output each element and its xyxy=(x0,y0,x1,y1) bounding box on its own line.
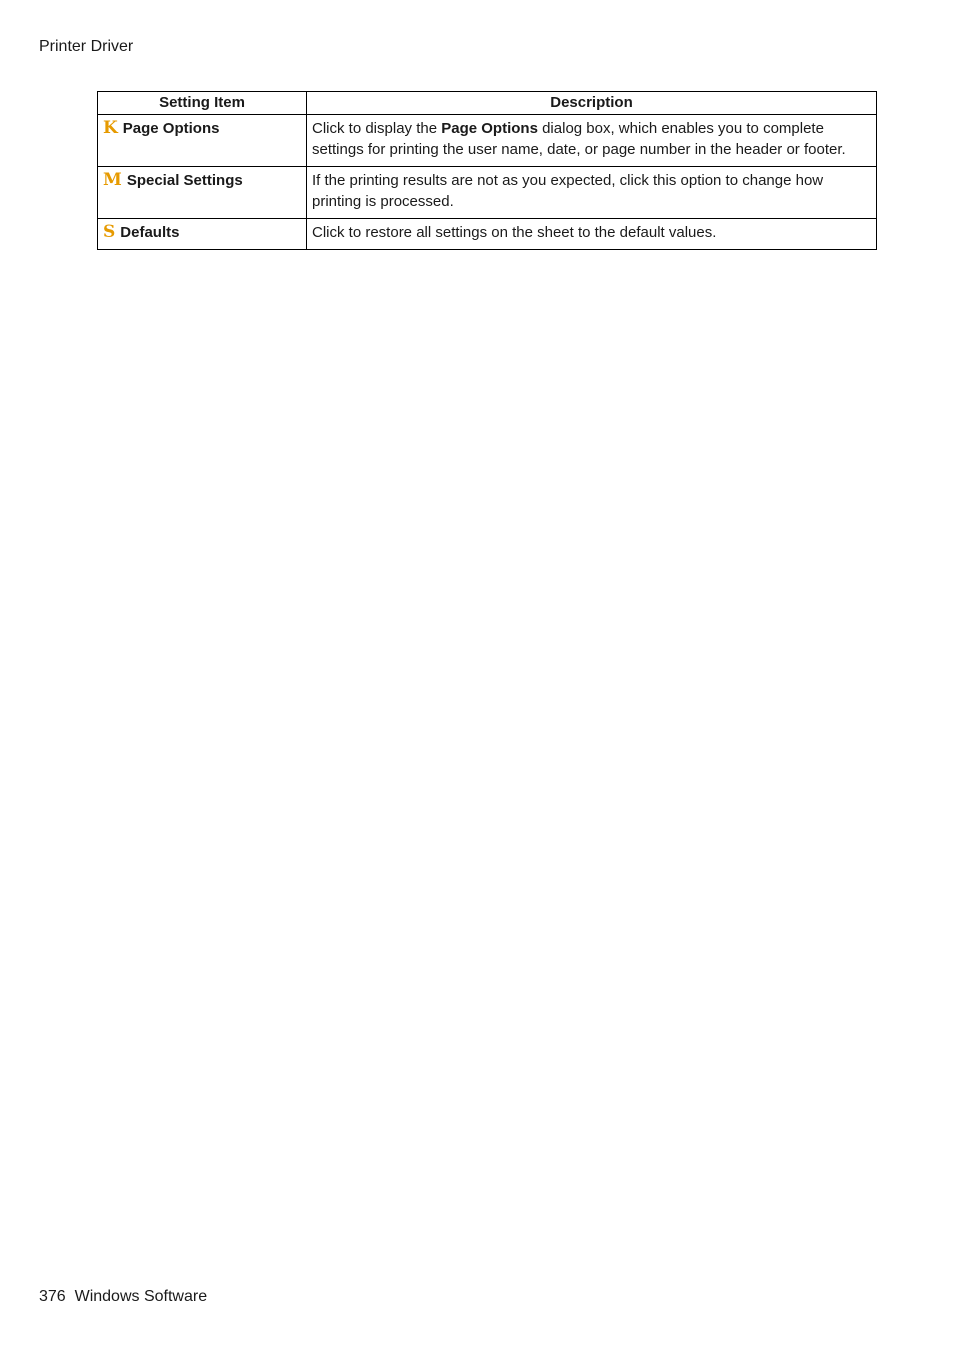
setting-item-special-settings: Special Settings xyxy=(126,172,243,189)
description-cell: If the printing results are not as you expected, click this option to change how printing is processed. xyxy=(307,167,877,219)
description-cell: Click to restore all settings on the sheet to the default values. xyxy=(307,219,877,250)
footer-section-title: Windows Software xyxy=(74,1288,208,1305)
page-number: 376 xyxy=(39,1288,66,1305)
settings-table xyxy=(97,91,877,250)
setting-item-cell xyxy=(98,219,307,250)
page-footer xyxy=(39,1287,207,1307)
setting-item-page-options: Page Options xyxy=(122,120,220,137)
table-row xyxy=(98,115,877,167)
callout-marker-m: M xyxy=(103,170,122,190)
table-row xyxy=(98,219,877,250)
setting-item-cell xyxy=(98,167,307,219)
table-row xyxy=(98,167,877,219)
setting-item-cell xyxy=(98,115,307,167)
callout-marker-k: K xyxy=(103,118,118,138)
column-header-setting-item: Setting Item xyxy=(98,92,307,115)
description-text-end: dialog box, which enables you to complete settings for printing the user name, date, or page number in the header or footer. xyxy=(312,120,846,158)
table-header-row xyxy=(98,92,877,115)
running-header: Printer Driver xyxy=(39,38,134,55)
setting-item-defaults: Defaults xyxy=(120,224,180,241)
description-emphasis: Page Options xyxy=(441,120,538,137)
description-text-start: Click to display the xyxy=(312,120,442,137)
callout-marker-s: S xyxy=(103,222,116,242)
column-header-description: Description xyxy=(307,92,877,115)
description-cell xyxy=(307,115,877,167)
